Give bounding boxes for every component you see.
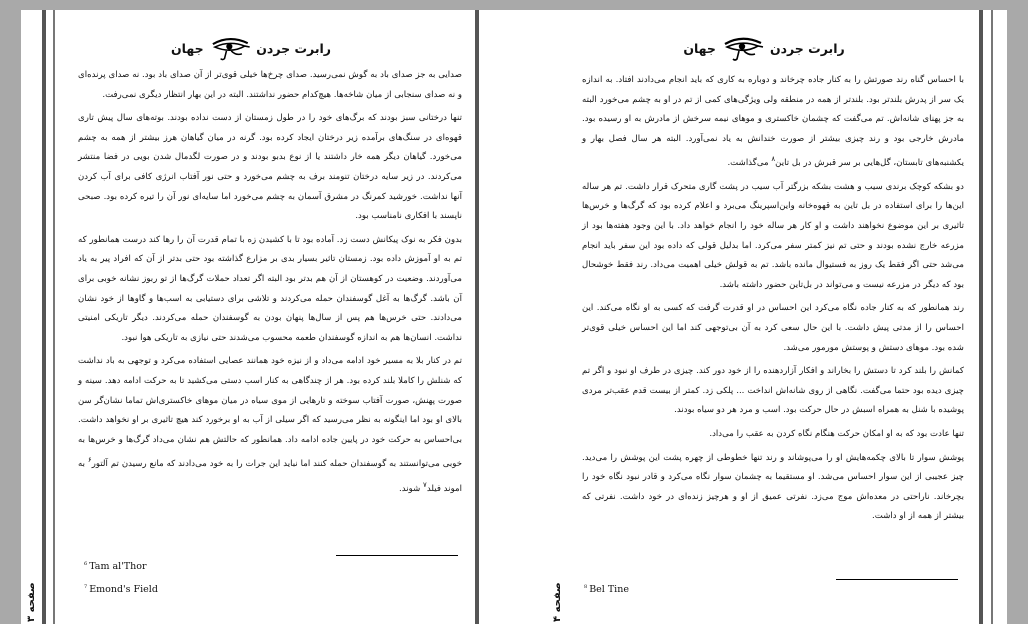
page-border-line <box>979 10 983 624</box>
page-border-line <box>53 10 55 624</box>
body-text <box>582 71 964 531</box>
page-border-line <box>991 10 993 624</box>
paragraph: پوشش سوار تا بالای چکمه‌هایش او را می‌پوشاند و رند تنها خطوطی از چهره پشت این پوشش را می‌دید. چیز عجیبی از این سوار احساس می‌شد. او مستقیما به چشمان سوار نگاه می‌کرد و قادر نبود نگاه خود را بچرخاند. ناراحتی در معده‌اش موج می‌زد. نفرتی عمیق از او و هرچیز زنده‌ای در خود داشت. نفرتی که بیشتر از همه از او داشت. <box>582 452 964 522</box>
footnote-ref[interactable]: ۸ <box>771 154 776 164</box>
header-author: رابرت جردن <box>769 40 845 56</box>
paragraph: کمانش را بلند کرد تا دستش را بخاراند و افکار آزاردهنده را از خود دور کند. چیزی در طرف او نبود و اگر تم چیزی دیده بود حتما می‌گفت. نگاهی از روی شانه‌اش انداخت ... پلکی زد. کمتر از بیست قدم عقب‌تر مردی پوشیده با شنل به همراه اسبش در حال حرکت بود. اسب و مرد هر دو سیاه بودند. <box>582 366 964 416</box>
paragraph: تم در کنار بلا به مسیر خود ادامه می‌داد و از نیزه خود همانند عصایی استفاده می‌کرد و توجهی به باد نداشت که شنلش را کاملا بلند کرده بود. هر از چندگاهی به کنار اسب دستی می‌کشید تا به حرکت ادامه دهد. سینه و صورت پهنش، صورت آفتاب سوخته و تارهایی از موی سیاه در میان موهای خاکستری‌اش تماما نشان‌گر سن بالای او بود اما اینگونه به نظر می‌رسید که اگر سیلی از آب به او برخورد کند هیچ تاثیری بر او نخواهد داشت. بی‌احساس به حرکت خود در پایین جاده ادامه داد. همانطور که حالتش هم نشان می‌داد گرگ‌ها و خرس‌ها به خوبی می‌توانستند به گوسفندان حمله کنند اما نباید این جرات را به خود می‌دادند که مانع رسیدن تم آلتور$^۶$ به اموند فیلد$^۷$ شوند. <box>78 356 463 494</box>
paragraph: صدایی به جز صدای باد به گوش نمی‌رسید. صدای چرخ‌ها خیلی قوی‌تر از آن صدای باد بود. نه صدای پرنده‌ای و نه صدای سنجابی از میان شاخه‌ها. هیچ‌کدام حضور نداشتند. البته در این بهار انتظار دیگری نمی‌رفت. <box>78 70 462 100</box>
document-page-4 <box>509 10 1007 624</box>
footnote-separator <box>836 579 958 580</box>
header-world: جهان <box>683 40 716 56</box>
page-number: صفحه ۳ <box>26 582 37 622</box>
footnote-ref[interactable]: ۶ <box>87 455 92 465</box>
page-border-line <box>42 10 46 624</box>
paragraph: دو بشکه کوچک برندی سیب و هشت بشکه بزرگتر آب سیب در پشت گاری متحرک قرار داشت. تم هر ساله این‌ها را برای استفاده در بل تاین به قهوه‌خانه واین‌اسپرینگ می‌برد و اعلام کرده بود که گرگ‌ها و خرس‌ها تاثیری بر این موضوع نخواهند داشت و او کار هر ساله خود را انجام خواهد داد. با این وجود هفته‌ها بود از مزرعه خارج نشده بودند و حتی تم نیز کمتر سفر می‌کرد. اما بدلیل قولی که داده بود این سفر باید انجام می‌شد حتی اگر فقط یک روز به فستیوال مانده باشد. تم به قولش خیلی اهمیت می‌داد. رند فقط خوشحال بود که دیگر در مزرعه نیست و می‌تواند در بل‌تاین حضور داشته باشد. <box>582 181 964 290</box>
eye-of-horus-icon <box>722 34 764 62</box>
body-text <box>78 66 462 503</box>
paragraph: رند همانطور که به کنار جاده نگاه می‌کرد این احساس در او قدرت گرفت که کسی به او نگاه می‌کند. این احساس را از مدتی پیش داشت. با این حال سعی کرد به آن بی‌توجهی کند اما این احساس خیلی قوی‌تر شده بود. موهای دستش و پوستش مورمور می‌شد. <box>582 303 964 353</box>
header-author: رابرت جردن <box>256 40 331 56</box>
page-border-line <box>475 10 479 624</box>
footnote-ref[interactable]: ۷ <box>423 479 427 489</box>
paragraph: با احساس گناه رند صورتش را به کنار جاده چرخاند و دوباره به کاری که باید انجام می‌دادند افتاد. به اندازه یک سر از پدرش بلندتر بود. بلندتر از همه در منطقه ولی ویژگی‌های کمی از تم در او به چشم می‌خورد البته به جز پهنای شانه‌اش. تم می‌گفت که چشمان خاکستری و موهای نیمه سرخش از مادرش به او رسیده بود. مادرش خارجی بود و رند چیزی بیشتر از صورت خندانش به یاد نمی‌آورد. البته هر سال فصل بهار و یکشنبه‌های تابستان، گل‌هایی بر سر قبرش در بل تاین$^۸$ می‌گذاشت. <box>582 75 964 169</box>
page-header <box>171 28 331 68</box>
page-number: صفحه ۴ <box>552 582 563 622</box>
footnote: $^7$ Emond's Field <box>84 584 158 596</box>
eye-of-horus-icon <box>210 34 251 62</box>
paragraph: بدون فکر به نوک پیکانش دست زد. آماده بود تا با کشیدن زه با تمام قدرت آن را رها کند درست همانطور که تم به او آموزش داده بود. زمستان تاثیر بسیار بدی بر مزارع گذاشته بود حتی بدتر از آن که افراد پیر به یاد می‌آوردند. وضعیت در کوهستان از آن هم بدتر بود البته اگر تعداد حملات گرگ‌ها از تو ربوز نشانه خوبی برای آن باشد. گرگ‌ها به آغل گوسفندان حمله می‌کردند و تلاشی برای دستیابی به اسب‌ها و گاوها از خود نشان می‌دادند. حتی خرس‌ها هم پس از سال‌ها پنهان بودن به گوسفندان حمله می‌کردند. دیگر تاریکی امنیتی نداشت. انسان‌ها هم به اندازه گوسفندان طعمه محسوب می‌شدند حتی نیازی به تاریکی هوا نبود. <box>78 234 462 343</box>
paragraph: تنها عادت بود که به او امکان حرکت هنگام نگاه کردن به عقب را می‌داد. <box>709 428 964 439</box>
document-page-3 <box>21 10 509 624</box>
header-world: جهان <box>171 40 204 56</box>
footnote: $^6$ Tam al'Thor <box>84 561 147 573</box>
footnote-separator <box>336 555 458 556</box>
page-header <box>674 28 854 68</box>
paragraph: تنها درختانی سبز بودند که برگ‌های خود را در طول زمستان از دست نداده بودند. بوته‌های سال پیش تاری قهوه‌ای در سنگ‌های برآمده زیر درختان ایجاد کرده بود. گرنه در میان گیاهان هرز بیشتر از همه به چشم می‌خورد. گیاهان دیگر همه خار داشتند یا از نوع بدبو بودند و در صورت لگدمال شدن بویی در فضا منتشر می‌کردند. در زیر سایه درختان تنومند برف به چشم می‌خورد و حتی نور آفتاب انرژی کافی برای آب کردن آنها نداشت. خورشید کمرنگ در مشرق آسمان به چشم می‌خورد اما سایه‌ای نور آن را تیره کرده بود. صبحی ناپسند با افکاری نامناسب بود. <box>78 113 462 222</box>
footnote: $^8$ Bel Tine <box>584 584 629 596</box>
